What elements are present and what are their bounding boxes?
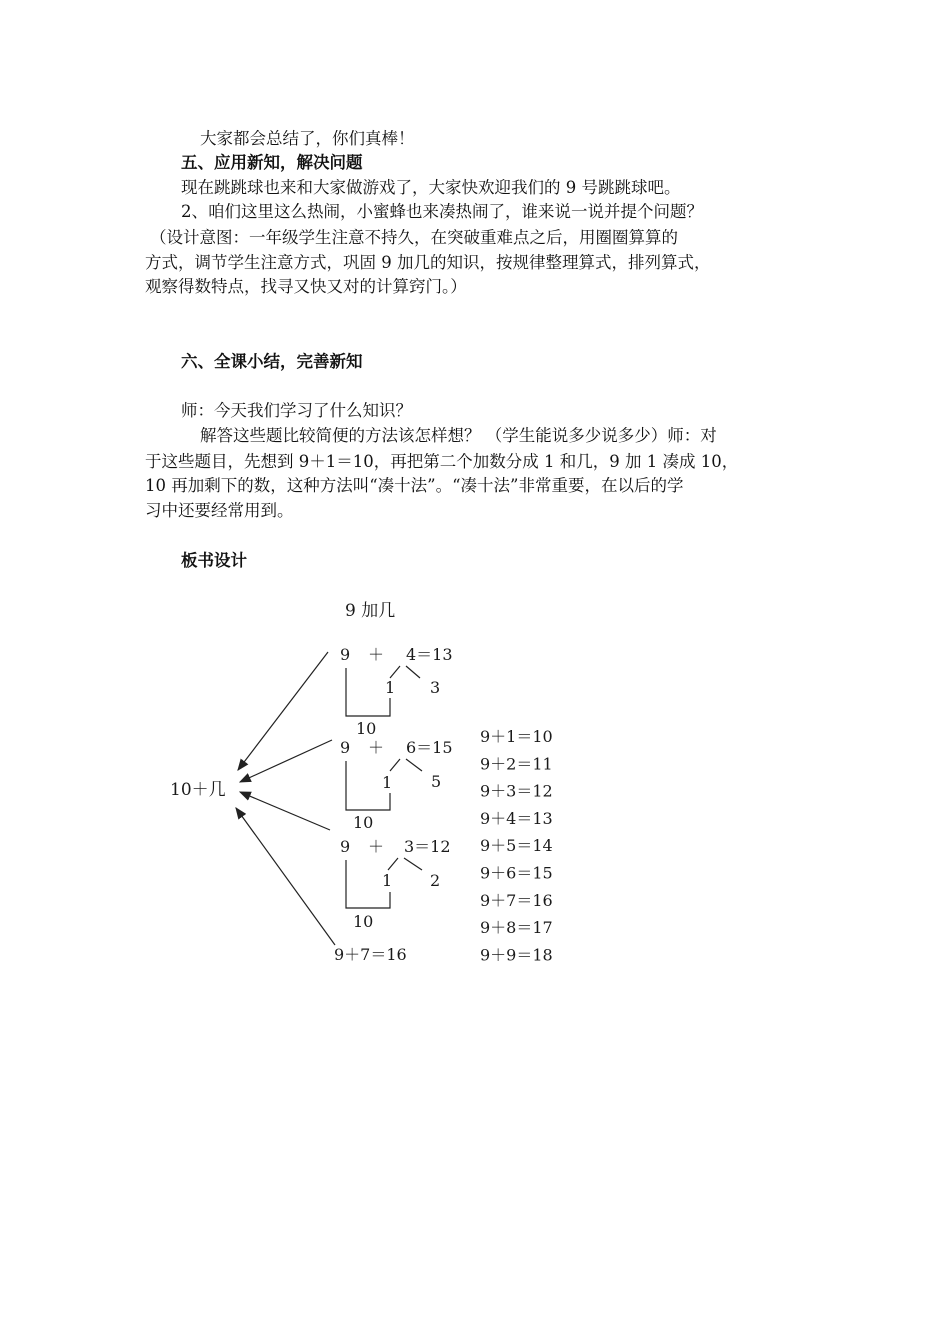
board-bottom-equation: 9＋7＝16: [334, 945, 407, 964]
g2-plus: ＋: [368, 738, 385, 757]
g1-plus: ＋: [368, 645, 385, 664]
g1-split-lines: [390, 666, 420, 678]
board-diagram: [150, 590, 590, 975]
g3-split-lines: [388, 858, 422, 870]
g2-split-lines: [390, 759, 422, 771]
decompose-group-1: [340, 645, 453, 738]
line-p1: 大家都会总结了，你们真棒！: [200, 129, 415, 148]
g1-nine: 9: [340, 645, 351, 664]
g3-rest: 3＝12: [404, 837, 451, 856]
line-p4a: （设计意图：一年级学生注意不持久，在突破重难点之后，用圈圈算算的: [150, 228, 678, 247]
g3-nine: 9: [340, 837, 351, 856]
g3-other: 2: [430, 871, 441, 890]
line-p6c: 10 再加剩下的数，这种方法叫“凑十法”。“凑十法”非常重要，在以后的学: [145, 476, 684, 495]
equation-item: 9＋1＝10: [480, 727, 553, 746]
equation-item: 9＋3＝12: [480, 781, 553, 801]
g2-rest: 6＝15: [406, 738, 453, 757]
line-p4c: 观察得数特点，找寻又快又对的计算窍门。）: [145, 277, 467, 296]
arrow-2: [240, 740, 332, 782]
equation-item: 9＋8＝17: [480, 918, 553, 938]
g3-plus: ＋: [368, 837, 385, 856]
heading-section-5: 五、应用新知，解决问题: [181, 153, 363, 172]
g1-other: 3: [430, 678, 441, 697]
g3-one: 1: [382, 871, 393, 890]
line-p4b: 方式，调节学生注意方式，巩固 9 加几的知识，按规律整理算式，排列算式，: [145, 253, 711, 272]
equation-item: 9＋5＝14: [480, 836, 553, 856]
equation-item: 9＋9＝18: [480, 945, 553, 965]
line-p3: 2、咱们这里这么热闹，小蜜蜂也来凑热闹了，谁来说一说并提个问题？: [181, 202, 703, 221]
g1-rest: 4＝13: [406, 645, 453, 664]
equation-item: 9＋6＝15: [480, 863, 553, 883]
g1-ten: 10: [356, 719, 377, 738]
g3-ten: 10: [353, 912, 374, 931]
equation-item: 9＋4＝13: [480, 808, 553, 828]
arrow-3: [240, 792, 330, 830]
heading-board-design: 板书设计: [181, 551, 247, 570]
decompose-group-3: [340, 837, 451, 931]
heading-section-6: 六、全课小结，完善新知: [181, 352, 363, 371]
line-p5: 师：今天我们学习了什么知识？: [181, 401, 412, 420]
arrow-1: [238, 652, 328, 770]
g1-bracket: [346, 668, 390, 716]
g2-nine: 9: [340, 738, 351, 757]
board-center-label: 10＋几: [170, 780, 226, 800]
line-p2: 现在跳跳球也来和大家做游戏了，大家快欢迎我们的 9 号跳跳球吧。: [181, 178, 681, 197]
g2-other: 5: [431, 772, 442, 791]
g2-one: 1: [382, 773, 393, 792]
equation-item: 9＋2＝11: [480, 754, 553, 774]
line-p6d: 习中还要经常用到。: [145, 501, 294, 520]
equation-list: [480, 727, 553, 964]
line-p6a: 解答这些题比较简便的方法该怎样想？ （学生能说多少说多少）师：对: [200, 426, 717, 445]
arrow-4: [236, 808, 335, 945]
equation-item: 9＋7＝16: [480, 890, 553, 910]
decompose-group-2: [340, 738, 453, 832]
g2-ten: 10: [353, 813, 374, 832]
board-title: 9 加几: [345, 601, 396, 621]
g1-one: 1: [385, 678, 396, 697]
line-p6b: 于这些题目，先想到 9＋1＝10，再把第二个加数分成 1 和几，9 加 1 凑成 10，: [145, 452, 739, 471]
